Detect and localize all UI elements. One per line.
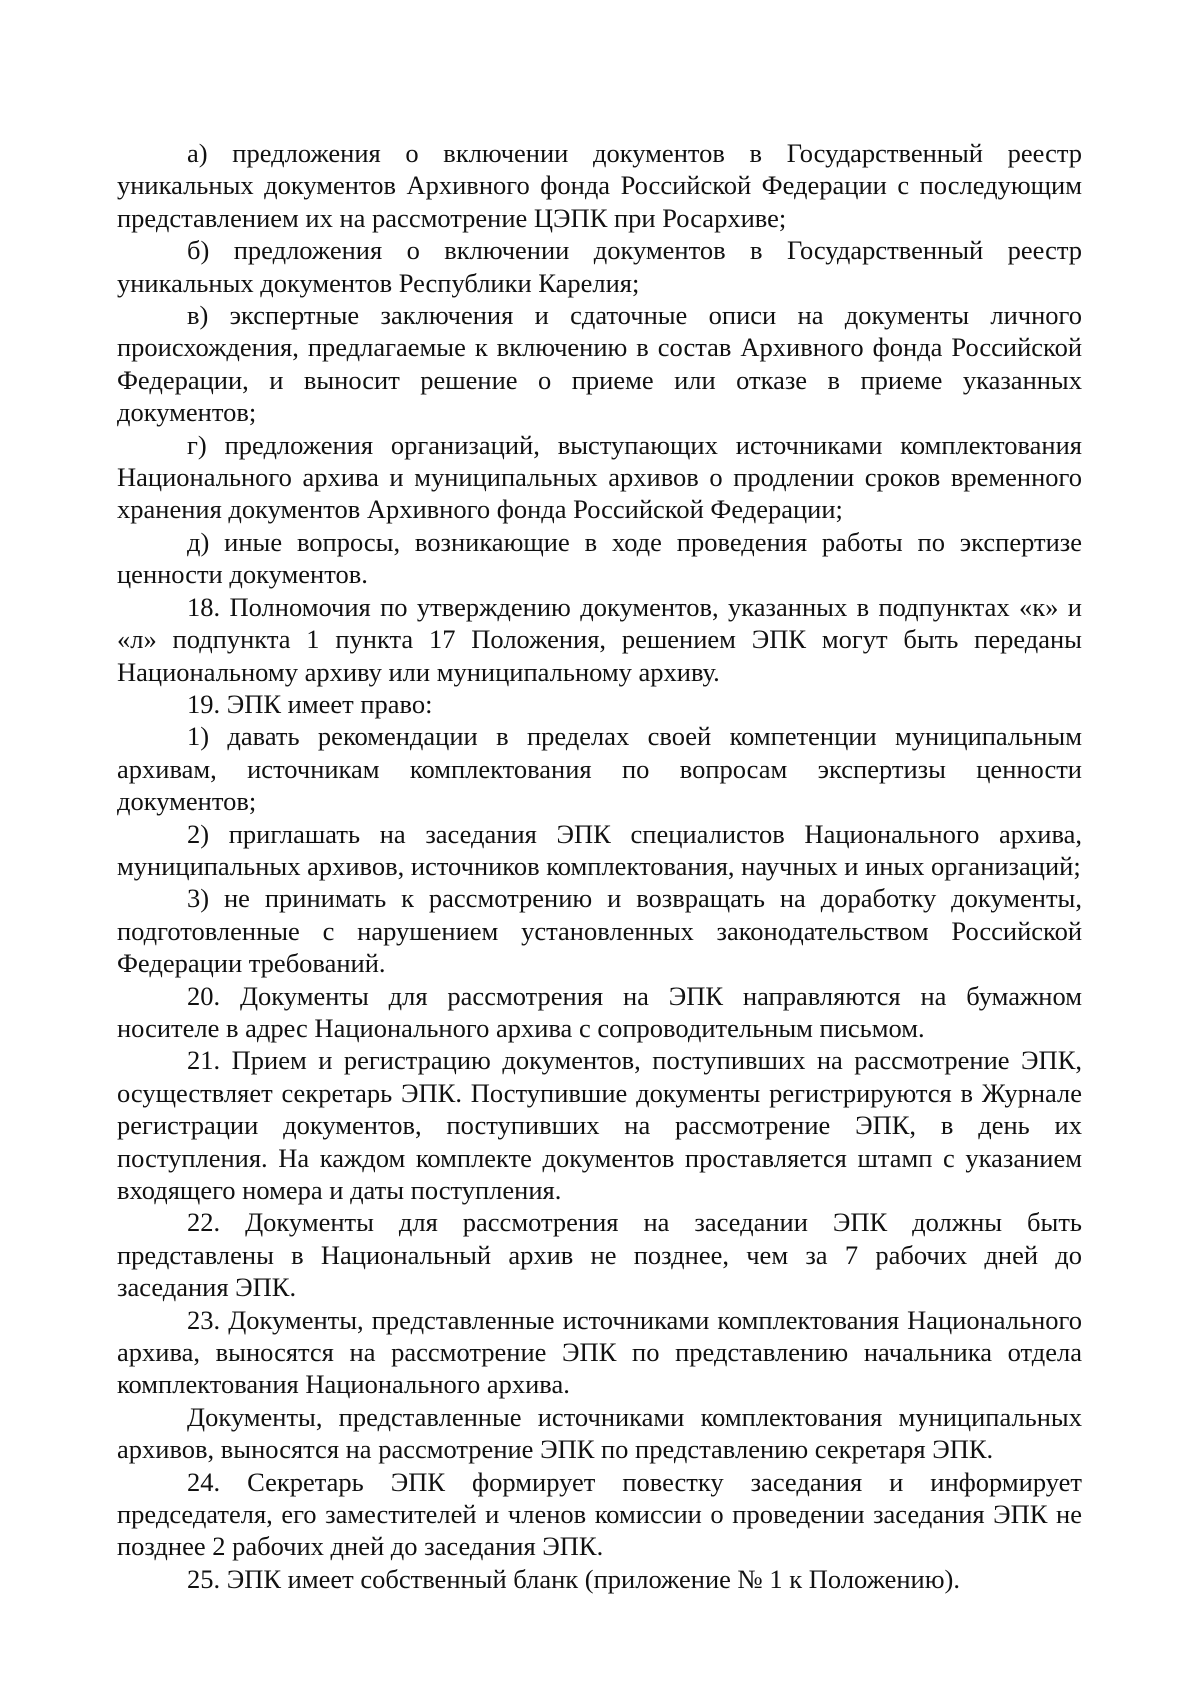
document-page (117, 137, 1082, 1595)
paragraph-clause-19-item-2: 2) приглашать на заседания ЭПК специалистов Национального архива, муниципальных архивов, источников комплектования, научных и иных организаций; (117, 818, 1082, 881)
paragraph-item-a: а) предложения о включении документов в Государственный реестр уникальных документов Архивного фонда Российской Федерации с последующим представлением их на рассмотрение ЦЭПК при Росархиве; (117, 138, 1082, 233)
paragraph-clause-20: 20. Документы для рассмотрения на ЭПК направляются на бумажном носителе в адрес Национального архива с сопроводительным письмом. (117, 980, 1082, 1043)
paragraph-item-g: г) предложения организаций, выступающих источниками комплектования Национального архива и муниципальных архивов о продлении сроков временного хранения документов Архивного фонда Российской Федерации; (117, 429, 1082, 525)
paragraph-item-v: в) экспертные заключения и сдаточные описи на документы личного происхождения, предлагаемые к включению в состав Архивного фонда Российской Федерации, и выносит решение о приеме или отказе в приеме указанных документов; (117, 300, 1082, 428)
paragraph-clause-22: 22. Документы для рассмотрения на заседании ЭПК должны быть представлены в Национальный архив не позднее, чем за 7 рабочих дней до заседания ЭПК. (117, 1207, 1082, 1303)
paragraph-clause-23-continued: Документы, представленные источниками комплектования муниципальных архивов, выносятся на рассмотрение ЭПК по представлению секретаря ЭПК. (117, 1401, 1082, 1465)
paragraph-clause-18: 18. Полномочия по утверждению документов, указанных в подпунктах «к» и «л» подпункта 1 пункта 17 Положения, решением ЭПК могут быть переданы Национальному архиву или муниципальному архиву. (117, 591, 1082, 687)
paragraph-clause-19-item-3: 3) не принимать к рассмотрению и возвращать на доработку документы, подготовленные с нарушением установленных законодательством Российской Федерации требований. (117, 883, 1082, 979)
paragraph-item-d: д) иные вопросы, возникающие в ходе проведения работы по экспертизе ценности документов. (117, 526, 1082, 590)
paragraph-clause-25: 25. ЭПК имеет собственный бланк (приложение № 1 к Положению). (187, 1563, 960, 1594)
paragraph-clause-24: 24. Секретарь ЭПК формирует повестку заседания и информирует председателя, его заместителей и членов комиссии о проведении заседания ЭПК не позднее 2 рабочих дней до заседания ЭПК. (117, 1466, 1082, 1562)
paragraph-clause-19-item-1: 1) давать рекомендации в пределах своей компетенции муниципальным архивам, источникам комплектования по вопросам экспертизы ценности документов; (117, 721, 1082, 817)
paragraph-clause-21: 21. Прием и регистрацию документов, поступивших на рассмотрение ЭПК, осуществляет секретарь ЭПК. Поступившие документы регистрируются в Журнале регистрации документов, поступивших на рассмотрение ЭПК, в день их поступления. На каждом комплекте документов проставляется штамп с указанием входящего номера и даты поступления. (117, 1045, 1082, 1205)
paragraph-clause-19: 19. ЭПК имеет право: (187, 688, 433, 719)
paragraph-clause-23: 23. Документы, представленные источниками комплектования Национального архива, выносятся на рассмотрение ЭПК по представлению начальника отдела комплектования Национального архива. (117, 1304, 1082, 1400)
paragraph-item-b: б) предложения о включении документов в Государственный реестр уникальных документов Республики Карелия; (117, 235, 1082, 298)
